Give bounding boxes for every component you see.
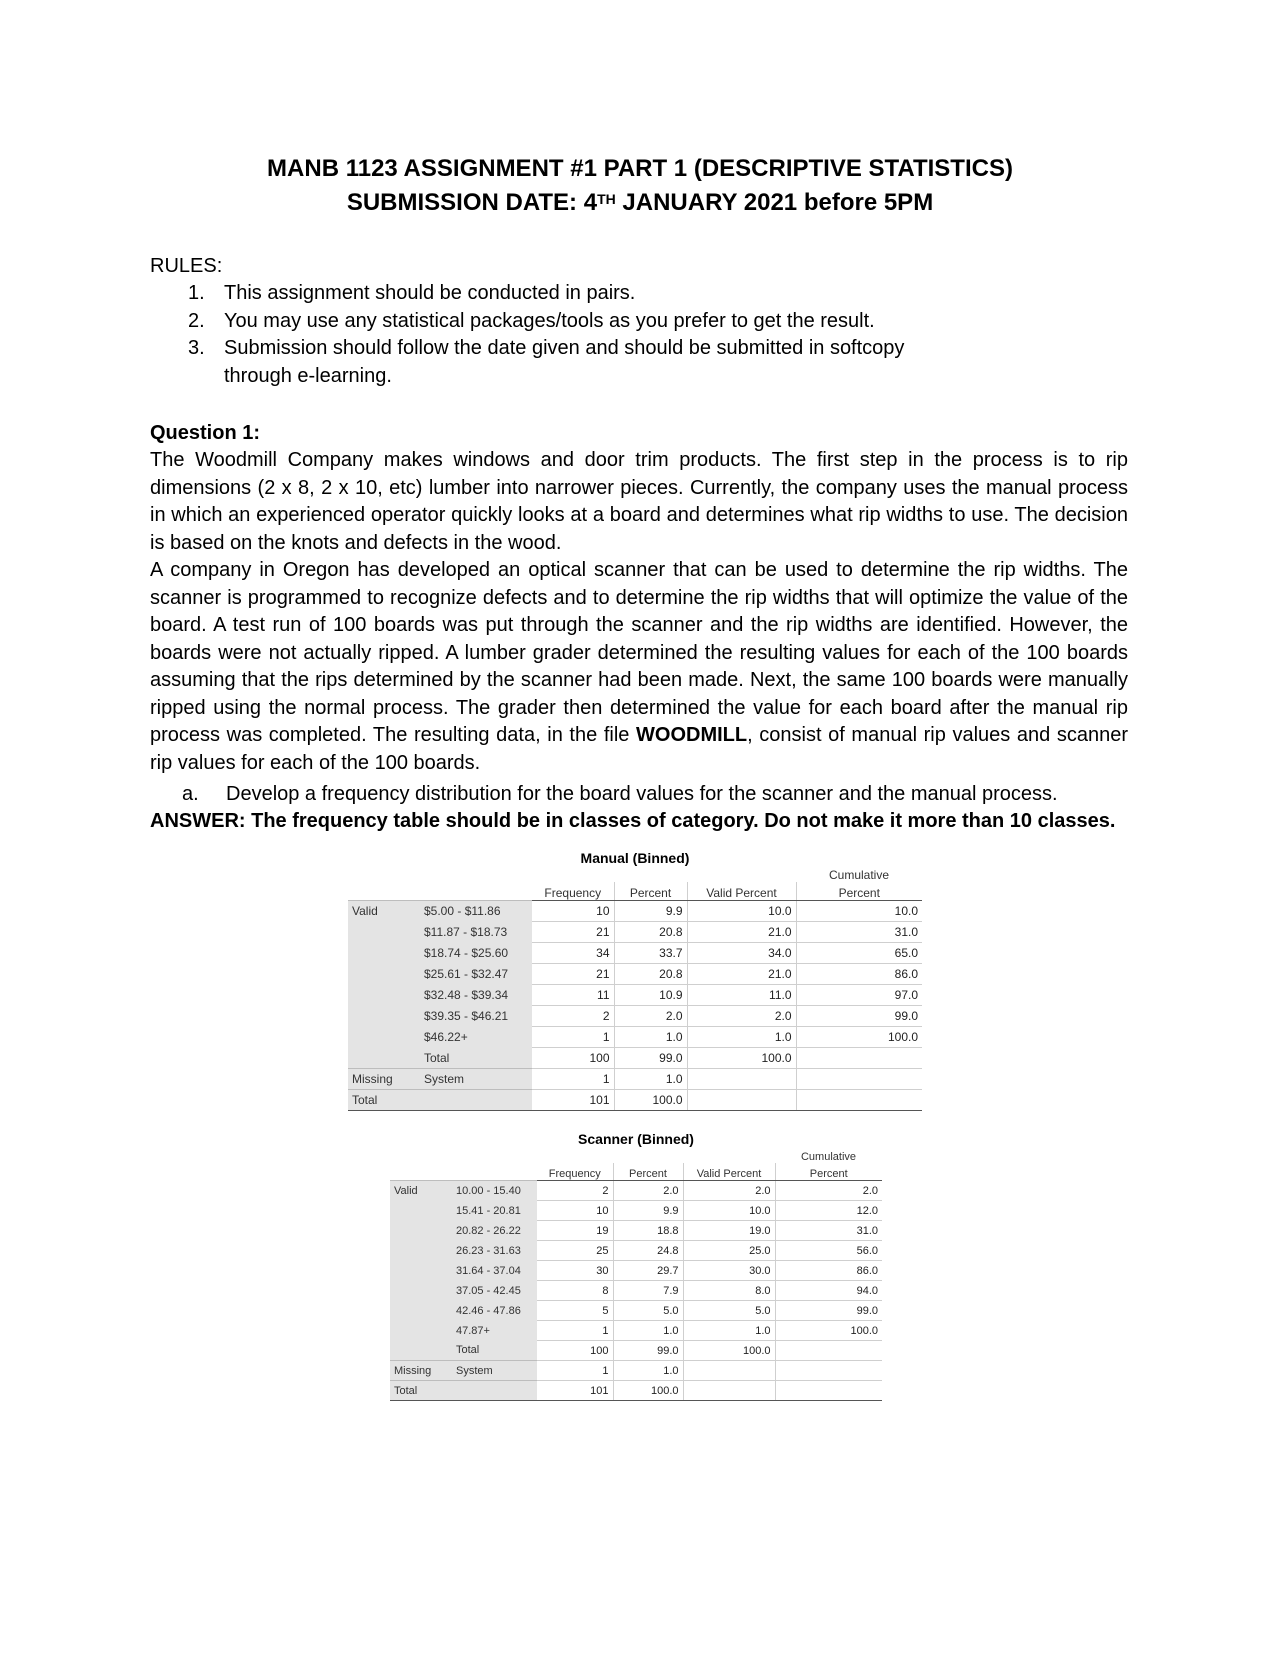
cell-percent: 7.9 xyxy=(613,1281,683,1301)
cell-empty xyxy=(687,1069,796,1090)
cell-frequency: 2 xyxy=(532,1006,614,1027)
table-row-valid-total xyxy=(348,1048,922,1069)
header-spacer xyxy=(348,868,420,882)
cell-empty xyxy=(683,1361,775,1381)
cell-percent: 29.7 xyxy=(613,1261,683,1281)
row-bin-label: $18.74 - $25.60 xyxy=(420,943,532,964)
header-spacer xyxy=(420,882,532,901)
cell-percent: 99.0 xyxy=(613,1341,683,1361)
cell-frequency: 21 xyxy=(532,922,614,943)
row-valid-total-label: Total xyxy=(420,1048,532,1069)
question-1-paragraph-2 xyxy=(150,557,1128,777)
cell-percent: 100.0 xyxy=(613,1381,683,1401)
row-bin-label: $25.61 - $32.47 xyxy=(420,964,532,985)
rule-item xyxy=(180,335,1080,390)
row-group-cell xyxy=(390,1221,452,1241)
cell-frequency: 2 xyxy=(537,1181,613,1201)
rule-number: 3. xyxy=(188,337,205,359)
header-frequency: Frequency xyxy=(537,1163,613,1181)
header-valid-percent: Valid Percent xyxy=(683,1163,775,1181)
row-group-cell xyxy=(348,943,420,964)
table-row-grand-total xyxy=(390,1381,882,1401)
cell-empty xyxy=(687,1090,796,1111)
row-bin-label: 20.82 - 26.22 xyxy=(452,1221,537,1241)
cell-frequency: 25 xyxy=(537,1241,613,1261)
cell-frequency: 8 xyxy=(537,1281,613,1301)
cell-cumulative-percent: 94.0 xyxy=(775,1281,882,1301)
table-row xyxy=(390,1261,882,1281)
title-line-2-suffix: JANUARY 2021 before 5PM xyxy=(615,189,934,216)
rule-item xyxy=(180,308,1080,336)
rules-list xyxy=(180,280,1080,390)
cell-percent: 1.0 xyxy=(613,1361,683,1381)
cell-empty xyxy=(775,1341,882,1361)
row-group-cell xyxy=(348,1048,420,1069)
manual-frequency-table xyxy=(348,868,922,1111)
cell-cumulative-percent: 97.0 xyxy=(796,985,922,1006)
cell-valid-percent: 8.0 xyxy=(683,1281,775,1301)
row-group-cell xyxy=(348,1027,420,1048)
paragraph-2-text: A company in Oregon has developed an optical scanner that can be used to determine the rip widths. The scanner is programmed to recognize defects and to determine the rip widths that will optimize the value of the board. A test run of 100 boards was put through the scanner and the rip widths are identified. However, the boards were not actually ripped. A lumber grader determined the resulting values for each of the 100 boards assuming that the rips determined by the scanner had been made. Next, the same 100 boards were manually ripped using the normal process. The grader then determined the value for each board after the manual rip process was completed. The resulting data, in the file xyxy=(150,559,1128,746)
cell-valid-percent: 1.0 xyxy=(687,1027,796,1048)
cell-cumulative-percent: 100.0 xyxy=(775,1321,882,1341)
cell-frequency: 11 xyxy=(532,985,614,1006)
cell-cumulative-percent: 86.0 xyxy=(796,964,922,985)
table-row-missing xyxy=(390,1361,882,1381)
cell-frequency: 1 xyxy=(537,1321,613,1341)
row-bin-label: $32.48 - $39.34 xyxy=(420,985,532,1006)
table-row xyxy=(390,1241,882,1261)
cell-percent: 1.0 xyxy=(614,1069,687,1090)
row-bin-label: 37.05 - 42.45 xyxy=(452,1281,537,1301)
cell-cumulative-percent: 31.0 xyxy=(796,922,922,943)
cell-percent: 1.0 xyxy=(613,1321,683,1341)
sub-question-a-text: Develop a frequency distribution for the board values for the scanner and the manual process. xyxy=(226,783,1058,805)
cell-percent: 20.8 xyxy=(614,964,687,985)
cell-frequency: 10 xyxy=(537,1201,613,1221)
header-spacer xyxy=(390,1163,452,1181)
cell-percent: 100.0 xyxy=(614,1090,687,1111)
cell-valid-percent: 25.0 xyxy=(683,1241,775,1261)
header-spacer xyxy=(452,1150,537,1163)
cell-percent: 2.0 xyxy=(614,1006,687,1027)
header-cumulative-percent: Percent xyxy=(796,882,922,901)
table-row xyxy=(390,1181,882,1201)
row-group-missing: Missing xyxy=(390,1361,452,1381)
header-spacer xyxy=(687,868,796,882)
row-group-cell xyxy=(452,1381,537,1401)
cell-frequency: 1 xyxy=(537,1361,613,1381)
table-row xyxy=(348,964,922,985)
row-valid-total-label: Total xyxy=(452,1341,537,1361)
header-cumulative-percent: Percent xyxy=(775,1163,882,1181)
paragraph-2-text-end: , consist of manual rip values and scanner rip values for each of the 100 boards. xyxy=(150,724,1128,774)
table-row xyxy=(348,1006,922,1027)
rule-item xyxy=(180,280,1080,308)
row-bin-label: $46.22+ xyxy=(420,1027,532,1048)
cell-valid-percent: 100.0 xyxy=(687,1048,796,1069)
header-spacer xyxy=(537,1150,613,1163)
row-group-cell xyxy=(390,1301,452,1321)
table-row xyxy=(390,1221,882,1241)
cell-cumulative-percent: 99.0 xyxy=(796,1006,922,1027)
row-bin-label: $11.87 - $18.73 xyxy=(420,922,532,943)
row-group-total: Total xyxy=(390,1381,452,1401)
row-bin-label: 15.41 - 20.81 xyxy=(452,1201,537,1221)
rule-number: 1. xyxy=(188,282,205,304)
cell-valid-percent: 2.0 xyxy=(687,1006,796,1027)
title-line-1: MANB 1123 ASSIGNMENT #1 PART 1 (DESCRIPTIVE STATISTICS) xyxy=(267,155,1013,182)
cell-frequency: 101 xyxy=(532,1090,614,1111)
cell-cumulative-percent: 100.0 xyxy=(796,1027,922,1048)
cell-valid-percent: 100.0 xyxy=(683,1341,775,1361)
cell-valid-percent: 19.0 xyxy=(683,1221,775,1241)
cell-frequency: 1 xyxy=(532,1027,614,1048)
cell-cumulative-percent: 12.0 xyxy=(775,1201,882,1221)
cell-cumulative-percent: 56.0 xyxy=(775,1241,882,1261)
header-spacer xyxy=(683,1150,775,1163)
scanner-table-title: Scanner (Binned) xyxy=(578,1131,694,1147)
row-bin-label: $5.00 - $11.86 xyxy=(420,901,532,922)
rule-text: This assignment should be conducted in pairs. xyxy=(224,282,636,304)
header-spacer xyxy=(420,868,532,882)
cell-frequency: 19 xyxy=(537,1221,613,1241)
cell-percent: 10.9 xyxy=(614,985,687,1006)
header-frequency: Frequency xyxy=(532,882,614,901)
cell-percent: 1.0 xyxy=(614,1027,687,1048)
title-line-2-prefix: SUBMISSION DATE: 4 xyxy=(346,189,598,216)
row-bin-label: 47.87+ xyxy=(452,1321,537,1341)
sub-question-a xyxy=(180,781,1058,807)
table-row xyxy=(348,1027,922,1048)
row-group-cell xyxy=(390,1241,452,1261)
cell-percent: 33.7 xyxy=(614,943,687,964)
cell-cumulative-percent: 99.0 xyxy=(775,1301,882,1321)
cell-valid-percent: 21.0 xyxy=(687,922,796,943)
table-row xyxy=(348,922,922,943)
cell-cumulative-percent: 10.0 xyxy=(796,901,922,922)
cell-percent: 5.0 xyxy=(613,1301,683,1321)
cell-empty xyxy=(796,1048,922,1069)
answer-note: ANSWER: The frequency table should be in classes of category. Do not make it more than 10 classes. xyxy=(150,810,1116,832)
header-spacer xyxy=(452,1163,537,1181)
question-1-heading: Question 1: xyxy=(150,422,261,444)
cell-valid-percent: 2.0 xyxy=(683,1181,775,1201)
row-bin-label: 42.46 - 47.86 xyxy=(452,1301,537,1321)
header-spacer xyxy=(614,868,687,882)
table-row xyxy=(390,1201,882,1221)
cell-empty xyxy=(775,1381,882,1401)
table-row xyxy=(348,943,922,964)
row-group-missing: Missing xyxy=(348,1069,420,1090)
table-row xyxy=(390,1301,882,1321)
row-group-cell xyxy=(390,1201,452,1221)
header-spacer xyxy=(613,1150,683,1163)
row-bin-label: 31.64 - 37.04 xyxy=(452,1261,537,1281)
cell-percent: 9.9 xyxy=(613,1201,683,1221)
cell-cumulative-percent: 31.0 xyxy=(775,1221,882,1241)
row-group-cell xyxy=(348,922,420,943)
sub-question-a-label: a. xyxy=(182,783,199,805)
question-1-paragraph-1: The Woodmill Company makes windows and door trim products. The first step in the process is to rip dimensions (2 x 8, 2 x 10, etc) lumber into narrower pieces. Currently, the company uses the manual process in which an experienced operator quickly looks at a board and determines what rip widths to use. The decision is based on the knots and defects in the wood. xyxy=(150,449,1128,554)
cell-valid-percent: 30.0 xyxy=(683,1261,775,1281)
header-spacer xyxy=(348,882,420,901)
cell-percent: 24.8 xyxy=(613,1241,683,1261)
cell-frequency: 34 xyxy=(532,943,614,964)
table-row xyxy=(348,901,922,922)
row-group-cell xyxy=(390,1321,452,1341)
header-cumulative-line1: Cumulative xyxy=(800,1151,857,1163)
cell-frequency: 100 xyxy=(532,1048,614,1069)
cell-valid-percent: 11.0 xyxy=(687,985,796,1006)
header-percent: Percent xyxy=(614,882,687,901)
cell-frequency: 10 xyxy=(532,901,614,922)
table-row xyxy=(390,1281,882,1301)
row-group-cell xyxy=(390,1281,452,1301)
row-group-cell xyxy=(348,964,420,985)
manual-table-title: Manual (Binned) xyxy=(580,850,690,866)
cell-frequency: 101 xyxy=(537,1381,613,1401)
cell-frequency: 21 xyxy=(532,964,614,985)
row-group-valid: Valid xyxy=(390,1181,452,1201)
cell-cumulative-percent: 86.0 xyxy=(775,1261,882,1281)
header-spacer xyxy=(532,868,614,882)
cell-empty xyxy=(796,1069,922,1090)
row-bin-label: 26.23 - 31.63 xyxy=(452,1241,537,1261)
table-row-valid-total xyxy=(390,1341,882,1361)
cell-frequency: 100 xyxy=(537,1341,613,1361)
cell-empty xyxy=(775,1361,882,1381)
table-row xyxy=(348,985,922,1006)
rule-number: 2. xyxy=(188,309,205,332)
header-cumulative-line1: Cumulative xyxy=(828,868,890,882)
table-row-missing xyxy=(348,1069,922,1090)
row-group-cell xyxy=(420,1090,532,1111)
cell-valid-percent: 34.0 xyxy=(687,943,796,964)
header-percent: Percent xyxy=(613,1163,683,1181)
cell-empty xyxy=(796,1090,922,1111)
cell-valid-percent: 21.0 xyxy=(687,964,796,985)
rule-text: You may use any statistical packages/tools as you prefer to get the result. xyxy=(224,309,875,332)
table-row xyxy=(390,1321,882,1341)
cell-valid-percent: 10.0 xyxy=(687,901,796,922)
cell-cumulative-percent: 2.0 xyxy=(775,1181,882,1201)
header-spacer xyxy=(390,1150,452,1163)
title-line-2 xyxy=(0,188,1280,218)
row-missing-system-label: System xyxy=(452,1361,537,1381)
cell-frequency: 1 xyxy=(532,1069,614,1090)
cell-cumulative-percent: 65.0 xyxy=(796,943,922,964)
cell-valid-percent: 1.0 xyxy=(683,1321,775,1341)
row-bin-label: 10.00 - 15.40 xyxy=(452,1181,537,1201)
cell-percent: 18.8 xyxy=(613,1221,683,1241)
table-row-grand-total xyxy=(348,1090,922,1111)
cell-valid-percent: 5.0 xyxy=(683,1301,775,1321)
title-line-2-superscript: TH xyxy=(597,191,616,207)
file-name-woodmill: WOODMILL xyxy=(636,724,748,746)
header-valid-percent: Valid Percent xyxy=(687,882,796,901)
scanner-frequency-table xyxy=(390,1150,882,1401)
row-missing-system-label: System xyxy=(420,1069,532,1090)
row-bin-label: $39.35 - $46.21 xyxy=(420,1006,532,1027)
row-group-valid: Valid xyxy=(348,901,420,922)
cell-percent: 2.0 xyxy=(613,1181,683,1201)
row-group-total: Total xyxy=(348,1090,420,1111)
cell-frequency: 5 xyxy=(537,1301,613,1321)
cell-frequency: 30 xyxy=(537,1261,613,1281)
cell-valid-percent: 10.0 xyxy=(683,1201,775,1221)
cell-empty xyxy=(683,1381,775,1401)
cell-percent: 20.8 xyxy=(614,922,687,943)
row-group-cell xyxy=(348,985,420,1006)
rule-text: Submission should follow the date given and should be submitted in softcopy through e-learning. xyxy=(224,337,905,387)
cell-percent: 9.9 xyxy=(614,901,687,922)
rules-heading: RULES: xyxy=(150,255,223,277)
cell-percent: 99.0 xyxy=(614,1048,687,1069)
row-group-cell xyxy=(348,1006,420,1027)
row-group-cell xyxy=(390,1341,452,1361)
row-group-cell xyxy=(390,1261,452,1281)
